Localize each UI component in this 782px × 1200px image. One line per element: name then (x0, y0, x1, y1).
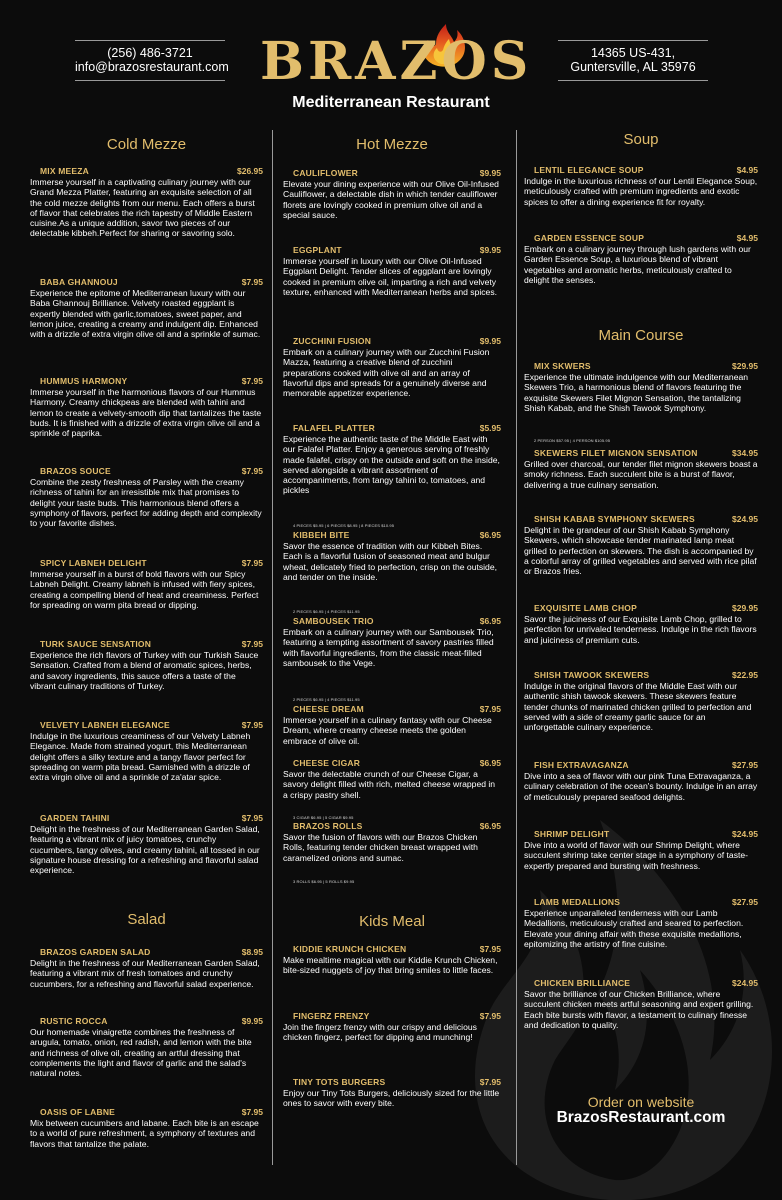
item-price: $7.95 (241, 1107, 263, 1117)
item-name: BRAZOS GARDEN SALAD (40, 947, 151, 957)
menu-item (524, 829, 758, 871)
item-description: Delight in the grandeur of our Shish Kabab Symphony Skewers, which showcase tender marinated lamp meat grilled to perfection on skewers. The dish is accompanied by a colorful array of grilled vegetables and served with rice pilaf or Brazos fries. (524, 525, 757, 577)
email-address[interactable]: info@brazosrestaurant.com (75, 60, 229, 74)
item-description: Indulge in the luxurious creaminess of our Velvety Labneh Elegance. Made from strained yogurt, this Mediterranean delight offers a silky texture and a tangy flavor perfect for spreading on warm pita bread. Garnished with a drizzle of extra virgin olive oil and a sprinkle of za'atar spice. (30, 731, 251, 783)
item-description: Immerse yourself in a culinary fantasy with our Cheese Dream, where creamy cheese meets the golden embrace of olive oil. (283, 715, 492, 746)
item-name: EXQUISITE LAMB CHOP (534, 603, 637, 613)
item-name: MIX MEEZA (40, 166, 90, 176)
item-description: Enjoy our Tiny Tots Burgers, deliciously sized for the little ones to savor with every bite. (283, 1088, 500, 1109)
menu-item (30, 466, 263, 528)
item-name: FISH EXTRAVAGANZA (534, 760, 629, 770)
item-name: KIDDIE KRUNCH CHICKEN (293, 944, 407, 954)
item-price: $34.95 (732, 448, 758, 458)
portion-note: 4 PIECES $5.95 | 6 PIECES $8.95 | 8 PIECES $10.95 (293, 523, 395, 528)
item-price: $26.95 (237, 166, 263, 176)
item-name: TURK SAUCE SENSATION (40, 639, 152, 649)
order-online-label: Order on website (587, 1094, 695, 1110)
section-title-hot-mezze: Hot Mezze (356, 136, 428, 153)
section-title-kids-meal: Kids Meal (359, 913, 425, 930)
menu-item (30, 1016, 263, 1078)
item-price: $6.95 (479, 530, 501, 540)
menu-item (30, 166, 263, 239)
phone-number[interactable]: (256) 486-3721 (107, 46, 193, 60)
item-description: Combine the zesty freshness of Parsley with the creamy richness of tahini for an irresistible mix that promises to delight your taste buds. This harmonious blend offers a symphony of flavors, perfect for adding depth and complexity to your favorite dishes. (30, 477, 262, 529)
item-name: SHISH KABAB SYMPHONY SKEWERS (534, 514, 695, 524)
item-name: TINY TOTS BURGERS (293, 1077, 386, 1087)
item-price: $27.95 (732, 760, 758, 770)
item-name: BABA GHANNOUJ (40, 277, 118, 287)
item-name: RUSTIC ROCCA (40, 1016, 108, 1026)
menu-item (524, 978, 758, 1030)
item-name: LAMB MEDALLIONS (534, 897, 621, 907)
item-price: $7.95 (241, 376, 263, 386)
item-price: $9.95 (241, 1016, 263, 1026)
item-price: $7.95 (241, 639, 263, 649)
item-name: OASIS OF LABNE (40, 1107, 116, 1117)
item-price: $24.95 (732, 978, 758, 988)
item-price: $5.95 (479, 423, 501, 433)
item-price: $4.95 (736, 233, 758, 243)
item-price: $9.95 (479, 336, 501, 346)
contact-box (75, 40, 229, 81)
menu-item (283, 616, 501, 668)
item-name: SHISH TAWOOK SKEWERS (534, 670, 650, 680)
item-description: Immerse yourself in luxury with our Olive Oil-Infused Eggplant Delight. Tender slices of eggplant are lovingly cooked in premium olive oil, imparting a rich and velvety texture, enhanced with Mediterranean herbs and spices. (283, 256, 498, 297)
menu-item (30, 813, 263, 875)
item-price: $27.95 (732, 897, 758, 907)
item-price: $7.95 (241, 466, 263, 476)
item-name: FINGERZ FRENZY (293, 1011, 370, 1021)
item-description: Indulge in the original flavors of the Middle East with our authentic shish tawook skewers. These skewers feature tender chunks of marinated chicken grilled to perfection and served with a side of creamy garlic sauce for an unforgettable culinary experience. (524, 681, 752, 733)
menu-item (524, 897, 758, 949)
menu-item (524, 165, 758, 207)
item-price: $6.95 (479, 758, 501, 768)
item-name: ZUCCHINI FUSION (293, 336, 372, 346)
item-description: Grilled over charcoal, our tender filet mignon skewers boast a smoky richness. Each succulent bite is a burst of flavor, delivering a true culinary sensation. (524, 459, 758, 490)
item-description: Immerse yourself in a burst of bold flavors with our Spicy Labneh Delight. Creamy labneh is infused with fiery spices, creating a compelling blend of heat and creaminess. Perfect for spreading on warm pita bread or dipping. (30, 569, 259, 610)
item-description: Indulge in the luxurious richness of our Lentil Elegance Soup, meticulously crafted with premium ingredients and exotic spices to offer a dining experience fit for royalty. (524, 176, 758, 207)
column-divider-left (272, 130, 273, 1165)
item-description: Elevate your dining experience with our Olive Oil-Infused Cauliflower, a delectable dish in which tender cauliflower florets are lovingly cooked in premium olive oil and a special sauce. (283, 179, 499, 220)
item-price: $7.95 (241, 277, 263, 287)
portion-note: 3 CIGAR $6.95 | 5 CIGAR $9.95 (293, 815, 354, 820)
item-description: Make mealtime magical with our Kiddie Krunch Chicken, bite-sized nuggets of joy that bring smiles to little faces. (283, 955, 498, 976)
address-box (558, 40, 708, 81)
item-description: Immerse yourself in a captivating culinary journey with our Grand Mezza Platter, featuring an exquisite selection of all the cold mezze delights from our menu. Each offers a burst of flavor that celebrates the rich tapestry of Middle Eastern cuisine.As a unique addition, savor two pieces of our delectable kibbeh.Perfect for sharing or savoring solo. (30, 177, 255, 239)
portion-note: 2 PIECES $6.95 | 4 PIECES $11.95 (293, 609, 360, 614)
item-name: CAULIFLOWER (293, 168, 358, 178)
menu-item (524, 670, 758, 732)
portion-note: 2 PIECES $6.95 | 4 PIECES $11.95 (293, 697, 360, 702)
portion-note: 3 ROLLS $6.95 | 5 ROLLS $9.95 (293, 879, 355, 884)
logo-title: BRAZOS (260, 31, 533, 92)
menu-item (283, 245, 501, 297)
menu-item (30, 947, 263, 989)
item-price: $6.95 (479, 821, 501, 831)
item-price: $7.95 (479, 944, 501, 954)
item-name: BRAZOS SOUCE (40, 466, 111, 476)
item-name: SHRIMP DELIGHT (534, 829, 610, 839)
item-description: Savor the brilliance of our Chicken Brilliance, where succulent chicken meets artful seasoning and expert grilling. Each bite bursts with flavor, a testament to culinary finesse and dedication to quality. (524, 989, 754, 1030)
menu-item (283, 423, 501, 496)
menu-item (30, 639, 263, 691)
item-description: Experience unparalleled tenderness with our Lamb Medallions, meticulously crafted and seared to perfection. Elevate your dining affair with these exquisite medallions, epitomizing the artistry of fine cuisine. (524, 908, 744, 949)
item-name: EGGPLANT (293, 245, 342, 255)
item-description: Mix between cucumbers and labane. Each bite is an escape to a world of pure refreshment, a symphony of textures and flavors that tantalize the palate. (30, 1118, 259, 1149)
address-line-1: 14365 US-431, (590, 46, 676, 60)
menu-item (30, 558, 263, 610)
menu-item (524, 233, 758, 285)
item-price: $29.95 (732, 603, 758, 613)
item-description: Our homemade vinaigrette combines the freshness of arugula, tomato, onion, red radish, and lemon with the bite and richness of olive oil, creating an artful dressing that complements the light and flavor of garlic and the salad's natural notes. (30, 1027, 252, 1079)
logo-subtitle: Mediterranean Restaurant (292, 94, 490, 111)
menu-item (30, 1107, 263, 1149)
website-link[interactable]: BrazosRestaurant.com (556, 1109, 726, 1126)
menu-item (283, 821, 501, 863)
item-description: Experience the epitome of Mediterranean luxury with our Baba Ghannouj Brilliance. Velvety roasted eggplant is expertly blended with garlic,tomatoes, sweet paper, and lemon juice, creating a creamy and indulgent dip. Enhanced with a drizzle of extra virgin olive oil and a sprinkle of sumac. (30, 288, 261, 340)
item-description: Experience the ultimate indulgence with our Mediterranean Skewers Trio, a harmonious blend of flavors featuring the exquisite Skewers Filet Mignon Sensation, the tantalizing Shish Kabab, and the Shish Tawook Symphony. (524, 372, 749, 413)
item-name: CHICKEN BRILLIANCE (534, 978, 631, 988)
item-price: $7.95 (241, 558, 263, 568)
item-price: $9.95 (479, 245, 501, 255)
menu-item (30, 720, 263, 782)
menu-item (283, 704, 501, 746)
item-price: $9.95 (479, 168, 501, 178)
item-description: Dive into a world of flavor with our Shrimp Delight, where succulent shrimp take center stage in a symphony of taste-expertly prepared and bursting with freshness. (524, 840, 749, 871)
item-description: Dive into a sea of flavor with our pink Tuna Extravaganza, a culinary celebration of the ocean's bounty. Indulge in an array of meticulously prepared seafood delights. (524, 771, 758, 802)
menu-item (283, 168, 501, 220)
item-description: Savor the essence of tradition with our Kibbeh Bites. Each is a flavorful fusion of seasoned meat and bulgur wheat, delicately fried to perfection, crisp on the outside, and tender on the inside. (283, 541, 498, 582)
item-name: HUMMUS HARMONY (40, 376, 128, 386)
item-description: Delight in the freshness of our Mediterranean Garden Salad, featuring a vibrant mix of juicy tomatoes, crunchy cucumbers, tangy olives, and creamy tahini, all tossed in our signature house dressing for a refreshing and flavorful salad experience. (30, 824, 260, 876)
item-price: $7.95 (479, 704, 501, 714)
item-price: $22.95 (732, 670, 758, 680)
item-description: Savor the juiciness of our Exquisite Lamb Chop, grilled to perfection for unrivaled tenderness. Indulge in the rich flavors and juiciness of premium cuts. (524, 614, 757, 645)
item-description: Savor the delectable crunch of our Cheese Cigar, a savory delight filled with rich, melted cheese wrapped in a crispy pastry shell. (283, 769, 496, 800)
menu-item (524, 448, 758, 490)
section-title-salad: Salad (127, 911, 166, 928)
item-description: Savor the fusion of flavors with our Brazos Chicken Rolls, featuring tender chicken breast wrapped with caramelized onions and sumac. (283, 832, 478, 863)
section-title-cold-mezze: Cold Mezze (106, 136, 187, 153)
item-description: Embark on a culinary journey with our Zucchini Fusion Mazza, featuring a creative blend of zucchini preparations cooked with olive oil and an array of flavorful dips and spreads for a genuinely diverse and memorable appetizer experience. (283, 347, 490, 399)
item-price: $24.95 (732, 829, 758, 839)
item-price: $7.95 (241, 720, 263, 730)
menu-item (524, 514, 758, 576)
item-name: KIBBEH BITE (293, 530, 350, 540)
menu-item (283, 530, 501, 582)
item-price: $8.95 (241, 947, 263, 957)
address-line-2: Guntersville, AL 35976 (570, 60, 696, 74)
item-name: GARDEN TAHINI (40, 813, 110, 823)
menu-item (30, 376, 263, 438)
item-description: Immerse yourself in the harmonious flavors of our Hummus Harmony. Creamy chickpeas are blended with tahini and lemon to create a velvety-smooth dip that tantalizes the taste buds. It is finished with a drizzle of extra virgin olive oil and a sprinkle of paprika. (30, 387, 262, 439)
menu-item (283, 1077, 501, 1109)
item-description: Embark on a culinary journey with our Sambousek Trio, featuring a tempting assortment of savory pastries filled with flavorful ingredients, from the classic meat-filled sambousek to the Vege. (283, 627, 494, 668)
menu-item (524, 760, 758, 802)
menu-item (283, 758, 501, 800)
item-name: GARDEN ESSENCE SOUP (534, 233, 645, 243)
item-name: BRAZOS ROLLS (293, 821, 363, 831)
item-price: $6.95 (479, 616, 501, 626)
item-description: Experience the authentic taste of the Middle East with our Falafel Platter. Enjoy a generous serving of freshly made falafel, crispy on the outside and soft on the inside, served alongside a vibrant assortment of accompaniments, from tangy tahini to, tomatoes, and pickles (283, 434, 500, 496)
section-title-main-course: Main Course (598, 327, 684, 344)
column-divider-right (516, 130, 517, 1165)
section-title-soup: Soup (623, 131, 659, 148)
item-name: SKEWERS FILET MIGNON SENSATION (534, 448, 698, 458)
menu-item (524, 603, 758, 645)
item-name: SAMBOUSEK TRIO (293, 616, 374, 626)
item-description: Delight in the freshness of our Mediterranean Garden Salad, featuring a vibrant mix of fresh tomatoes and crunchy cucumbers, for a refreshing and flavorful salad experience. (30, 958, 260, 989)
portion-note: 2 PERSON $57.95 | 4 PERSON $105.95 (534, 438, 611, 443)
item-price: $7.95 (241, 813, 263, 823)
item-name: CHEESE CIGAR (293, 758, 361, 768)
item-name: LENTIL ELEGANCE SOUP (534, 165, 644, 175)
menu-item (283, 336, 501, 398)
item-price: $4.95 (736, 165, 758, 175)
brand-logo (260, 24, 533, 120)
item-description: Embark on a culinary journey through lush gardens with our Garden Essence Soup, a luxurious blend of vibrant vegetables and aromatic herbs, meticulously crafted to delight the senses. (524, 244, 751, 285)
item-name: SPICY LABNEH DELIGHT (40, 558, 147, 568)
menu-item (283, 1011, 501, 1043)
item-name: CHEESE DREAM (293, 704, 364, 714)
item-description: Experience the rich flavors of Turkey with our Turkish Sauce Sensation. Crafted from a blend of aromatic spices, herbs, and savory ingredients, this sauce offers a taste of the vibrant culinary traditions of Turkey. (30, 650, 259, 691)
menu-item (524, 361, 758, 413)
item-name: MIX SKWERS (534, 361, 591, 371)
item-description: Join the fingerz frenzy with our crispy and delicious chicken fingerz, perfect for dipping and munching! (283, 1022, 477, 1043)
item-price: $29.95 (732, 361, 758, 371)
item-price: $24.95 (732, 514, 758, 524)
menu-item (283, 944, 501, 976)
item-price: $7.95 (479, 1077, 501, 1087)
item-name: VELVETY LABNEH ELEGANCE (40, 720, 170, 730)
item-name: FALAFEL PLATTER (293, 423, 376, 433)
menu-item (30, 277, 263, 339)
item-price: $7.95 (479, 1011, 501, 1021)
